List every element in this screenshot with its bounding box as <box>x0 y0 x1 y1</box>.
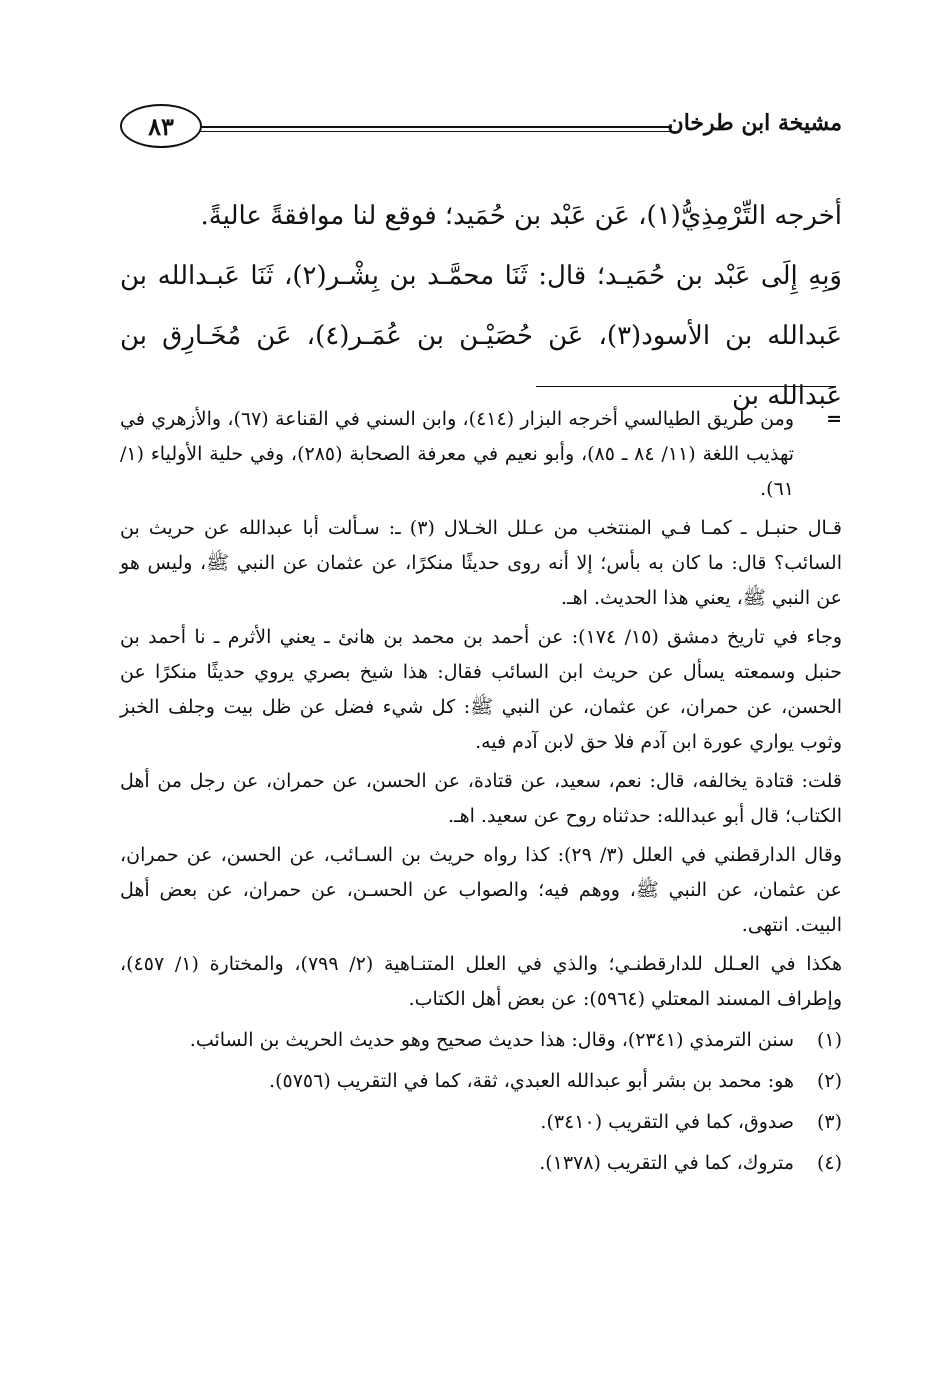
running-title: مشيخة ابن طرخان <box>667 110 842 136</box>
footnote-separator <box>536 386 836 387</box>
main-paragraph: وَبِهِ إِلَى عَبْد بن حُمَيـد؛ قال: ثَنَا محمَّـد بن بِشْـر(٢)، ثَنَا عَبـدالله بن عَبدالله بن الأسود(٣)، عَن حُصَيْـن بن عُمَـر(٤)، عَن مُخَـارِق بن عَبدالله بن <box>120 261 843 411</box>
footnote <box>120 1146 842 1181</box>
footnotes-section <box>120 402 842 1185</box>
footnote <box>120 1105 842 1140</box>
note-paragraph: وجاء في تاريخ دمشق (١٥/ ١٧٤): عن أحمد بن محمد بن هانئ ـ يعني الأثرم ـ نا أحمد بن حنبل وسمعته يسأل عن حريث ابن السائب فقال: هذا شيخ بصري يروي حديثًا منكرًا عن الحسن، عن حمران، عن عثمان، عن النبي ﷺ: كل شيء فضل عن ظل بيت وجلف الخبز وثوب يواري عورة ابن آدم فلا حق لابن آدم فيه. <box>120 626 843 753</box>
note-text: ومن طريق الطيالسي أخرجه البزار (٤١٤)، وابن السني في القناعة (٦٧)، والأزهري في تهذيب اللغة (١١/ ٨٤ ـ ٨٥)، وأبو نعيم في معرفة الصحابة (٢٨٥)، وفي حلية الأولياء (١/ ٦١). <box>120 408 794 500</box>
continued-note <box>120 402 842 507</box>
note-paragraph: هكذا في العـلل للدارقطنـي؛ والذي في العلل المتنـاهية (٢/ ٧٩٩)، والمختارة (١/ ٤٥٧)، وإطراف المسند المعتلي (٥٩٦٤): عن بعض أهل الكتاب. <box>120 953 842 1010</box>
header-rule <box>200 126 672 132</box>
main-paragraph: أخرجه التِّرْمِذِيُّ(١)، عَن عَبْد بن حُمَيد؛ فوقع لنا موافقةً عاليةً. <box>200 201 842 231</box>
footnote-text: هو: محمد بن بشر أبو عبدالله العبدي، ثقة، كما في التقريب (٥٧٥٦). <box>269 1070 794 1092</box>
footnote-number: (٢) <box>816 1070 842 1092</box>
page-header <box>120 100 842 156</box>
footnote <box>120 1064 842 1099</box>
note-paragraph: قلت: قتادة يخالفه، قال: نعم، سعيد، عن قتادة، عن الحسن، عن حمران، عن رجل من أهل الكتاب؛ قال أبو عبدالله: حدثناه روح عن سعيد. اهـ. <box>120 770 842 827</box>
page-number: ٨٣ <box>120 104 202 148</box>
footnote-text: صدوق، كما في التقريب (٣٤١٠). <box>540 1111 794 1133</box>
note-paragraph: قـال حنبـل ـ كمـا فـي المنتخب من عـلل الخـلال (٣) ـ: سـألت أبا عبدالله عن حريث بن السائب؟ قال: ما كان به بأس؛ إلا أنه روى حديثًا منكرًا، عن عثمان عن النبي ﷺ، وليس هو عن النبي ﷺ، يعني هذا الحديث. اهـ. <box>120 517 842 609</box>
footnote-number: (٣) <box>816 1111 842 1133</box>
continuation-mark: = <box>826 408 842 430</box>
footnote-number: (٤) <box>816 1152 842 1174</box>
footnote-text: متروك، كما في التقريب (١٣٧٨). <box>539 1152 794 1174</box>
footnote-number: (١) <box>816 1029 842 1051</box>
footnote <box>120 1023 842 1058</box>
main-text <box>120 186 842 426</box>
footnote-text: سنن الترمذي (٢٣٤١)، وقال: هذا حديث صحيح وهو حديث الحريث بن السائب. <box>189 1029 794 1051</box>
note-paragraph: وقال الدارقطني في العلل (٣/ ٢٩): كذا رواه حريث بن السـائب، عن الحسن، عن حمران، عن عثمان، عن النبي ﷺ، ووهم فيه؛ والصواب عن الحسـن، عن حمران، عن بعض أهل البيت. انتهى. <box>120 844 842 936</box>
